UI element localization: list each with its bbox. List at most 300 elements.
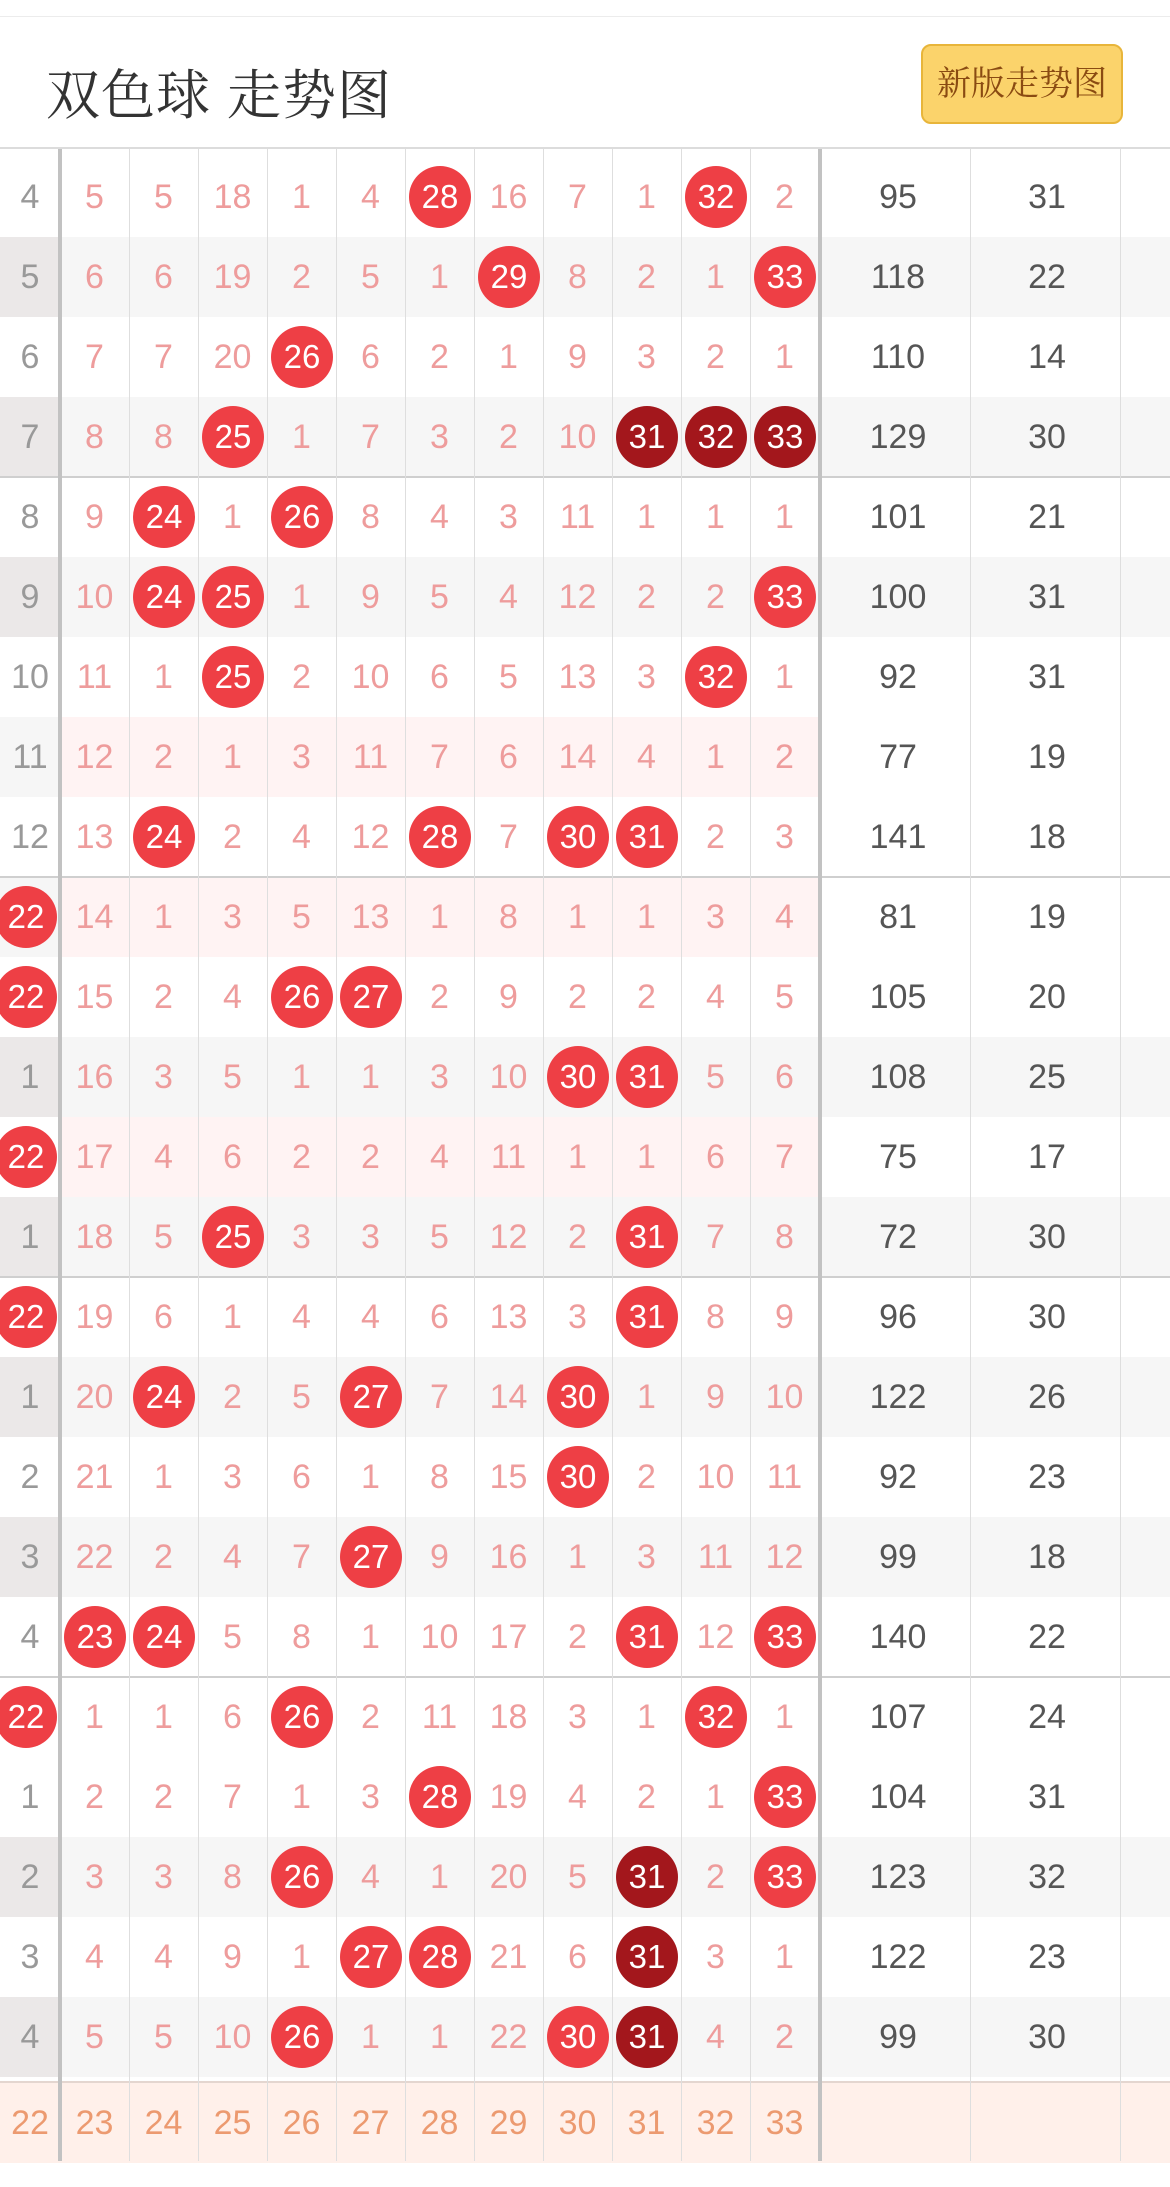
cell-26: 8 xyxy=(292,1618,311,1656)
cell-24 xyxy=(129,477,198,557)
cell-31: 2 xyxy=(637,978,656,1016)
table-row xyxy=(0,1197,1170,1277)
span-value: 31 xyxy=(1028,1778,1066,1816)
drawn-number-ball: 25 xyxy=(202,566,264,628)
cell-28: 10 xyxy=(420,1618,459,1656)
table-row xyxy=(0,1437,1170,1517)
column-divider xyxy=(681,147,682,2161)
sum-value: 100 xyxy=(869,578,927,616)
sum-value: 99 xyxy=(879,2018,917,2056)
cell-32: 3 xyxy=(706,1938,725,1976)
drawn-number-ball: 24 xyxy=(133,486,195,548)
new-version-trend-button[interactable]: 新版走势图 xyxy=(921,44,1123,124)
span-value: 31 xyxy=(1028,178,1066,216)
cell-24 xyxy=(129,797,198,877)
cell-32: 4 xyxy=(706,2018,725,2056)
cell-33: 1 xyxy=(775,1698,794,1736)
cell-31 xyxy=(612,1037,681,1117)
cell-25: 5 xyxy=(223,1058,242,1096)
cell-22 xyxy=(0,1117,60,1197)
cell-24: 2 xyxy=(154,1538,173,1576)
span-value: 22 xyxy=(1028,258,1066,296)
table-row xyxy=(0,557,1170,637)
drawn-number-ball: 25 xyxy=(202,646,264,708)
cell-28 xyxy=(405,797,474,877)
sum-value: 123 xyxy=(869,1858,927,1896)
column-divider xyxy=(198,147,199,2161)
sum-value: 110 xyxy=(870,338,926,376)
cell-30: 3 xyxy=(568,1698,587,1736)
drawn-number-ball: 31 xyxy=(616,1846,678,1908)
cell-22: 1 xyxy=(20,1778,40,1816)
drawn-number-ball: 24 xyxy=(133,566,195,628)
cell-27: 2 xyxy=(361,1138,380,1176)
cell-27 xyxy=(336,1517,405,1597)
drawn-number-ball: 33 xyxy=(754,406,816,468)
cell-23: 2 xyxy=(85,1778,104,1816)
cell-32: 1 xyxy=(706,258,725,296)
cell-25: 3 xyxy=(223,1458,242,1496)
cell-31 xyxy=(612,1997,681,2077)
span-value: 18 xyxy=(1028,1538,1066,1576)
drawn-number-ball: 32 xyxy=(685,406,747,468)
span-value: 19 xyxy=(1028,898,1066,936)
drawn-number-ball: 31 xyxy=(616,406,678,468)
cell-27: 6 xyxy=(361,338,380,376)
cell-32: 2 xyxy=(706,338,725,376)
cell-30: 5 xyxy=(568,1858,587,1896)
cell-27: 10 xyxy=(351,658,390,696)
column-label: 25 xyxy=(213,2104,252,2142)
cell-31: 2 xyxy=(637,258,656,296)
column-label: 32 xyxy=(696,2104,735,2142)
cell-25: 7 xyxy=(223,1778,242,1816)
span-value: 14 xyxy=(1028,338,1066,376)
cell-29: 1 xyxy=(499,338,518,376)
drawn-number-ball: 24 xyxy=(133,1366,195,1428)
cell-33 xyxy=(750,557,819,637)
cell-24 xyxy=(129,1357,198,1437)
cell-28: 5 xyxy=(430,578,449,616)
sum-value: 99 xyxy=(879,1538,917,1576)
sum-value: 105 xyxy=(869,978,927,1016)
cell-31: 2 xyxy=(637,578,656,616)
cell-32: 12 xyxy=(696,1618,735,1656)
table-row xyxy=(0,477,1170,557)
cell-33: 2 xyxy=(775,178,794,216)
cell-26: 6 xyxy=(292,1458,311,1496)
cell-32: 3 xyxy=(706,898,725,936)
cell-24: 4 xyxy=(154,1138,173,1176)
cell-29: 21 xyxy=(489,1938,528,1976)
cell-25: 18 xyxy=(213,178,252,216)
cell-33 xyxy=(750,397,819,477)
span-value: 19 xyxy=(1028,738,1066,776)
cell-25: 10 xyxy=(213,2018,252,2056)
cell-30 xyxy=(543,1997,612,2077)
cell-31: 1 xyxy=(637,1378,656,1416)
table-row xyxy=(0,157,1170,237)
cell-27: 3 xyxy=(361,1778,380,1816)
span-value: 25 xyxy=(1028,1058,1066,1096)
cell-26: 1 xyxy=(292,1938,311,1976)
cell-28: 1 xyxy=(430,258,449,296)
cell-23: 14 xyxy=(75,898,114,936)
cell-26 xyxy=(267,317,336,397)
cell-27: 7 xyxy=(361,418,380,456)
cell-33: 11 xyxy=(766,1458,803,1496)
span-value: 18 xyxy=(1028,818,1066,856)
section-divider xyxy=(818,147,822,2161)
cell-31 xyxy=(612,1917,681,1997)
span-value: 32 xyxy=(1028,1858,1066,1896)
cell-24: 3 xyxy=(154,1858,173,1896)
cell-29: 15 xyxy=(489,1458,528,1496)
cell-30: 4 xyxy=(568,1778,587,1816)
cell-29: 16 xyxy=(489,1538,528,1576)
cell-30: 1 xyxy=(568,898,587,936)
cell-25: 8 xyxy=(223,1858,242,1896)
cell-31: 1 xyxy=(637,498,656,536)
table-row xyxy=(0,317,1170,397)
cell-30: 2 xyxy=(568,1618,587,1656)
span-value: 30 xyxy=(1028,1298,1066,1336)
sum-value: 122 xyxy=(869,1378,927,1416)
cell-22: 1 xyxy=(0,1197,60,1277)
cell-31: 1 xyxy=(637,178,656,216)
cell-22 xyxy=(0,1677,60,1757)
cell-30: 1 xyxy=(568,1538,587,1576)
cell-24: 1 xyxy=(154,658,173,696)
drawn-number-ball: 24 xyxy=(133,806,195,868)
cell-27: 1 xyxy=(361,1618,380,1656)
status-strip xyxy=(0,0,1170,17)
cell-31: 2 xyxy=(637,1458,656,1496)
cell-25 xyxy=(198,1197,267,1277)
cell-26 xyxy=(267,1677,336,1757)
drawn-number-ball: 30 xyxy=(547,2006,609,2068)
cell-25: 4 xyxy=(223,1538,242,1576)
cell-28: 1 xyxy=(430,2018,449,2056)
cell-27: 4 xyxy=(361,1298,380,1336)
drawn-number-ball: 26 xyxy=(271,1846,333,1908)
cell-25 xyxy=(198,397,267,477)
cell-29: 20 xyxy=(489,1858,528,1896)
cell-29: 14 xyxy=(489,1378,528,1416)
cell-32 xyxy=(681,637,750,717)
drawn-number-ball: 28 xyxy=(409,1766,471,1828)
page-title: 双色球 走势图 xyxy=(46,66,393,126)
cell-25: 1 xyxy=(223,738,242,776)
cell-29: 16 xyxy=(489,178,528,216)
column-divider xyxy=(612,147,613,2161)
drawn-number-ball: 26 xyxy=(271,966,333,1028)
cell-29: 17 xyxy=(489,1618,528,1656)
cell-30 xyxy=(543,797,612,877)
cell-25: 2 xyxy=(223,1378,242,1416)
cell-29: 9 xyxy=(499,978,518,1016)
cell-31: 2 xyxy=(637,1778,656,1816)
cell-24: 5 xyxy=(154,1218,173,1256)
drawn-number-ball: 26 xyxy=(271,1686,333,1748)
sum-value: 107 xyxy=(869,1698,927,1736)
cell-33: 7 xyxy=(775,1138,794,1176)
cell-31 xyxy=(612,1277,681,1357)
cell-27: 13 xyxy=(351,898,390,936)
table-row xyxy=(0,1117,1170,1197)
drawn-number-ball: 22 xyxy=(0,966,57,1028)
drawn-number-ball: 22 xyxy=(0,1686,57,1748)
cell-27: 1 xyxy=(361,1058,380,1096)
cell-33: 1 xyxy=(775,498,794,536)
cell-31: 3 xyxy=(637,1538,656,1576)
cell-30 xyxy=(543,1357,612,1437)
cell-24: 1 xyxy=(154,1698,173,1736)
cell-22: 4 xyxy=(20,178,40,216)
cell-23: 7 xyxy=(85,338,104,376)
column-label-footer xyxy=(0,2081,1170,2163)
cell-22: 1 xyxy=(0,1357,60,1437)
cell-27: 4 xyxy=(361,178,380,216)
group-separator xyxy=(0,876,1170,878)
cell-33: 2 xyxy=(775,2018,794,2056)
cell-28 xyxy=(405,1757,474,1837)
cell-26: 2 xyxy=(292,258,311,296)
table-row xyxy=(0,1037,1170,1117)
drawn-number-ball: 32 xyxy=(685,646,747,708)
cell-28: 4 xyxy=(430,1138,449,1176)
cell-28: 11 xyxy=(421,1698,458,1736)
drawn-number-ball: 28 xyxy=(409,1926,471,1988)
cell-22: 2 xyxy=(20,1458,40,1496)
cell-30: 10 xyxy=(558,418,597,456)
cell-26: 5 xyxy=(292,1378,311,1416)
column-divider xyxy=(129,147,130,2161)
cell-32: 8 xyxy=(706,1298,725,1336)
cell-23: 9 xyxy=(85,498,104,536)
cell-26: 2 xyxy=(292,1138,311,1176)
cell-27: 1 xyxy=(361,1458,380,1496)
table-row xyxy=(0,1757,1170,1837)
table-row xyxy=(0,717,1170,797)
cell-24: 4 xyxy=(154,1938,173,1976)
cell-27: 2 xyxy=(361,1698,380,1736)
cell-28: 6 xyxy=(430,1298,449,1336)
cell-28: 2 xyxy=(430,978,449,1016)
column-divider xyxy=(267,147,268,2161)
cell-29: 2 xyxy=(499,418,518,456)
cell-24: 1 xyxy=(154,898,173,936)
column-divider xyxy=(474,147,475,2161)
cell-30: 13 xyxy=(558,658,597,696)
sum-value: 129 xyxy=(869,418,927,456)
cell-25 xyxy=(198,557,267,637)
column-divider xyxy=(405,147,406,2161)
group-separator xyxy=(0,1276,1170,1278)
cell-30: 12 xyxy=(558,578,597,616)
cell-30: 2 xyxy=(568,978,587,1016)
cell-33: 8 xyxy=(775,1218,794,1256)
cell-30: 11 xyxy=(559,498,596,536)
table-row xyxy=(0,797,1170,877)
cell-24: 5 xyxy=(154,178,173,216)
sum-value: 95 xyxy=(879,178,917,216)
cell-22 xyxy=(0,877,60,957)
cell-24 xyxy=(129,557,198,637)
cell-27: 3 xyxy=(361,1218,380,1256)
cell-33: 10 xyxy=(765,1378,804,1416)
cell-25: 1 xyxy=(223,498,242,536)
drawn-number-ball: 31 xyxy=(616,1046,678,1108)
column-divider xyxy=(750,147,751,2161)
cell-30 xyxy=(543,1037,612,1117)
cell-23: 5 xyxy=(85,178,104,216)
drawn-number-ball: 31 xyxy=(616,1606,678,1668)
cell-23: 20 xyxy=(75,1378,114,1416)
table-row xyxy=(0,877,1170,957)
cell-28: 7 xyxy=(430,1378,449,1416)
cell-31: 1 xyxy=(637,1138,656,1176)
cell-31: 1 xyxy=(637,1698,656,1736)
drawn-number-ball: 26 xyxy=(271,486,333,548)
span-value: 22 xyxy=(1028,1618,1066,1656)
cell-26: 1 xyxy=(292,1058,311,1096)
table-row xyxy=(0,1277,1170,1357)
cell-23: 22 xyxy=(75,1538,114,1576)
cell-29: 5 xyxy=(499,658,518,696)
cell-32: 2 xyxy=(706,818,725,856)
span-value: 26 xyxy=(1028,1378,1066,1416)
cell-23: 12 xyxy=(75,738,114,776)
column-divider xyxy=(543,147,544,2161)
drawn-number-ball: 31 xyxy=(616,1926,678,1988)
cell-27 xyxy=(336,1917,405,1997)
cell-31 xyxy=(612,797,681,877)
cell-24 xyxy=(129,1597,198,1677)
cell-33 xyxy=(750,237,819,317)
cell-23: 11 xyxy=(76,658,113,696)
cell-29: 19 xyxy=(489,1778,528,1816)
drawn-number-ball: 25 xyxy=(202,1206,264,1268)
cell-32: 4 xyxy=(706,978,725,1016)
table-row xyxy=(0,1597,1170,1677)
cell-29: 12 xyxy=(489,1218,528,1256)
span-value: 30 xyxy=(1028,1218,1066,1256)
cell-26 xyxy=(267,1837,336,1917)
cell-31: 3 xyxy=(637,338,656,376)
cell-26: 2 xyxy=(292,658,311,696)
cell-23: 1 xyxy=(85,1698,104,1736)
table-row xyxy=(0,1997,1170,2077)
cell-33: 1 xyxy=(775,658,794,696)
cell-29: 11 xyxy=(490,1138,527,1176)
table-row xyxy=(0,1517,1170,1597)
cell-32 xyxy=(681,397,750,477)
span-value: 31 xyxy=(1028,578,1066,616)
cell-22: 3 xyxy=(20,1938,40,1976)
cell-25: 4 xyxy=(223,978,242,1016)
cell-22: 11 xyxy=(12,738,48,776)
cell-28: 2 xyxy=(430,338,449,376)
sum-value: 77 xyxy=(879,738,917,776)
cell-22: 5 xyxy=(0,237,60,317)
cell-27 xyxy=(336,1357,405,1437)
sum-value: 104 xyxy=(869,1778,927,1816)
span-value: 30 xyxy=(1028,2018,1066,2056)
cell-22: 9 xyxy=(0,557,60,637)
cell-25: 2 xyxy=(223,818,242,856)
drawn-number-ball: 26 xyxy=(271,326,333,388)
cell-28 xyxy=(405,157,474,237)
cell-30: 3 xyxy=(568,1298,587,1336)
cell-32: 1 xyxy=(706,738,725,776)
span-value: 20 xyxy=(1028,978,1066,1016)
sum-value: 141 xyxy=(869,818,927,856)
cell-31 xyxy=(612,397,681,477)
drawn-number-ball: 26 xyxy=(271,2006,333,2068)
cell-24: 3 xyxy=(154,1058,173,1096)
cell-33: 6 xyxy=(775,1058,794,1096)
cell-31 xyxy=(612,1597,681,1677)
drawn-number-ball: 32 xyxy=(685,1686,747,1748)
cell-22: 10 xyxy=(11,658,49,696)
group-separator xyxy=(0,1676,1170,1678)
cell-26 xyxy=(267,1997,336,2077)
cell-28: 1 xyxy=(430,1858,449,1896)
cell-23: 4 xyxy=(85,1938,104,1976)
cell-31: 1 xyxy=(637,898,656,936)
cell-30: 14 xyxy=(558,738,597,776)
cell-26: 7 xyxy=(292,1538,311,1576)
cell-30: 9 xyxy=(568,338,587,376)
cell-25: 6 xyxy=(223,1698,242,1736)
column-divider xyxy=(336,147,337,2161)
cell-26: 1 xyxy=(292,1778,311,1816)
drawn-number-ball: 31 xyxy=(616,1206,678,1268)
cell-22: 2 xyxy=(0,1837,60,1917)
cell-27: 8 xyxy=(361,498,380,536)
cell-25: 19 xyxy=(213,258,252,296)
span-value: 23 xyxy=(1028,1458,1066,1496)
section-divider xyxy=(58,147,62,2161)
sum-value: 140 xyxy=(869,1618,927,1656)
cell-27 xyxy=(336,957,405,1037)
drawn-number-ball: 30 xyxy=(547,1446,609,1508)
cell-32: 2 xyxy=(706,1858,725,1896)
cell-30 xyxy=(543,1437,612,1517)
cell-33: 1 xyxy=(775,1938,794,1976)
drawn-number-ball: 30 xyxy=(547,806,609,868)
cell-33: 3 xyxy=(775,818,794,856)
cell-31: 4 xyxy=(637,738,656,776)
table-row xyxy=(0,397,1170,477)
sum-value: 108 xyxy=(869,1058,927,1096)
cell-33: 1 xyxy=(775,338,794,376)
sum-value: 72 xyxy=(879,1218,917,1256)
cell-29: 6 xyxy=(499,738,518,776)
column-label: 22 xyxy=(11,2104,49,2142)
cell-30: 1 xyxy=(568,1138,587,1176)
drawn-number-ball: 27 xyxy=(340,1526,402,1588)
cell-24: 1 xyxy=(154,1458,173,1496)
cell-29: 3 xyxy=(499,498,518,536)
cell-23: 21 xyxy=(75,1458,114,1496)
cell-32: 1 xyxy=(706,1778,725,1816)
cell-26: 5 xyxy=(292,898,311,936)
column-label: 33 xyxy=(765,2104,804,2142)
cell-29: 22 xyxy=(489,2018,528,2056)
cell-22: 4 xyxy=(0,1997,60,2077)
